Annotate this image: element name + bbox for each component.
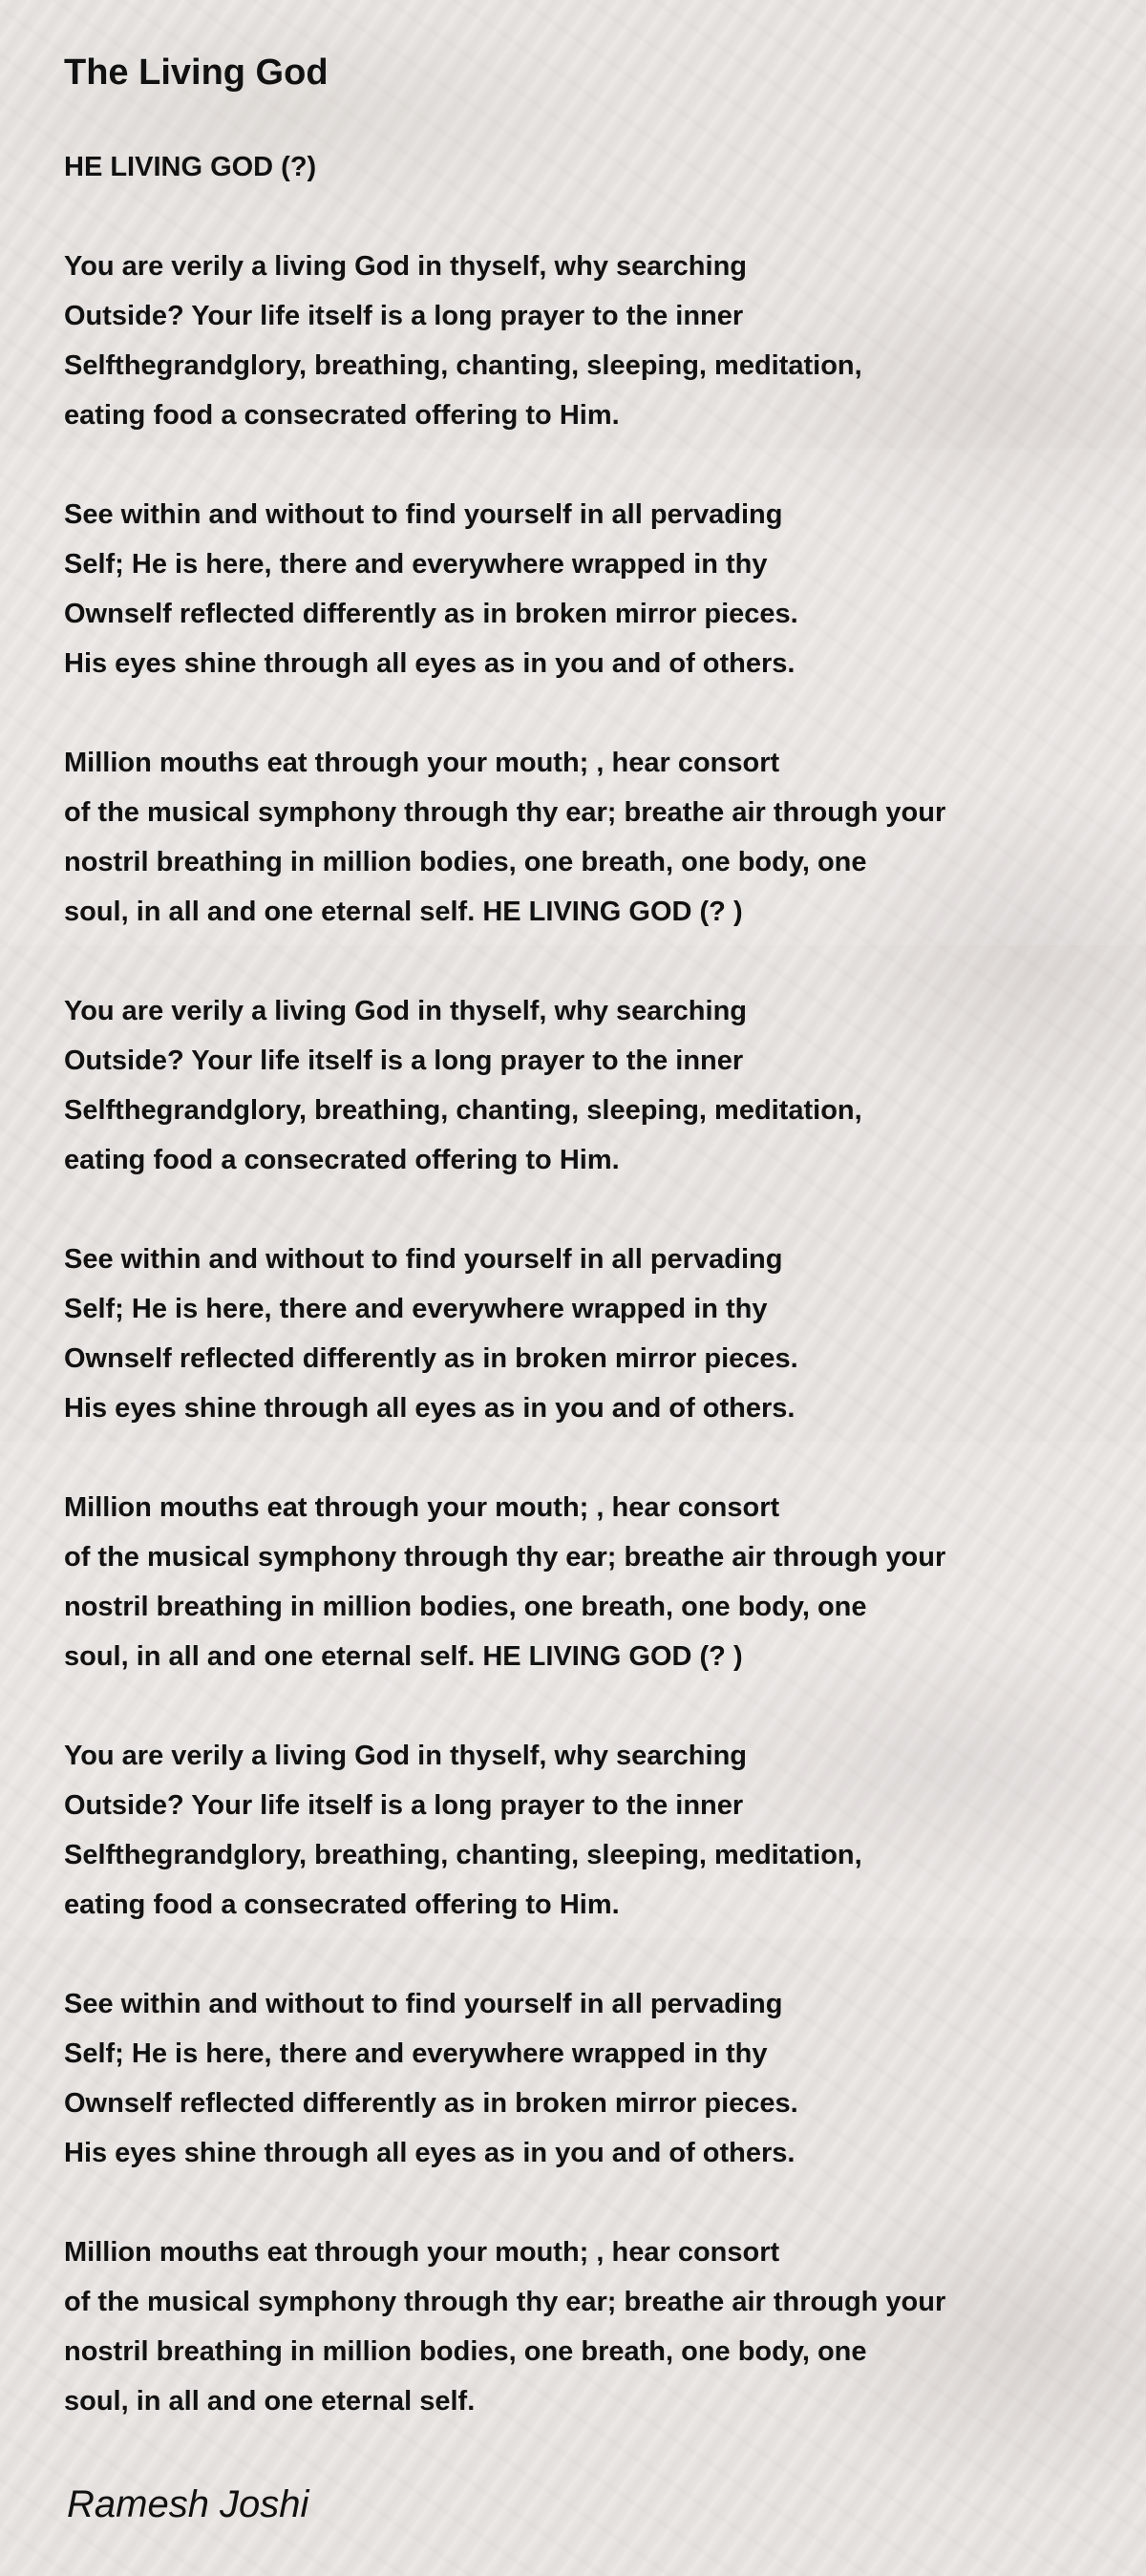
poem-line: See within and without to find yourself in all pervading: [64, 499, 783, 530]
poem-line: Ownself reflected differently as in broken mirror pieces.: [64, 2088, 798, 2119]
poem-line: nostril breathing in million bodies, one breath, one body, one: [64, 1592, 867, 1622]
poem-stanza: [64, 738, 1095, 937]
poem-line: His eyes shine through all eyes as in you and of others.: [64, 2138, 796, 2168]
poem-line: You are verily a living God in thyself, why searching: [64, 251, 748, 282]
poem-body: [64, 142, 1095, 2476]
poem-line: Outside? Your life itself is a long prayer to the inner: [64, 1790, 744, 1821]
poem-line: Outside? Your life itself is a long prayer to the inner: [64, 301, 744, 331]
poem-stanza: [64, 986, 1095, 1185]
poem-stanza: [64, 1731, 1095, 1930]
poem-line: You are verily a living God in thyself, why searching: [64, 996, 748, 1026]
poem-stanza: [64, 1979, 1095, 2178]
poem-line: of the musical symphony through thy ear; breathe air through your: [64, 2287, 946, 2317]
poem-stanza: [64, 2228, 1095, 2426]
poem-line: Selfthegrandglory, breathing, chanting, sleeping, meditation,: [64, 1095, 862, 1126]
poem-line: Outside? Your life itself is a long prayer to the inner: [64, 1045, 744, 1076]
poem-line: eating food a consecrated offering to Him.: [64, 1145, 620, 1175]
poem-line: nostril breathing in million bodies, one breath, one body, one: [64, 2336, 867, 2367]
poem-line: See within and without to find yourself in all pervading: [64, 1989, 783, 2019]
poem-stanza: [64, 1483, 1095, 1681]
poem-line: Million mouths eat through your mouth; , hear consort: [64, 748, 780, 778]
poem-stanza: [64, 490, 1095, 688]
poem-stanza: [64, 242, 1095, 440]
poem-line: HE LIVING GOD (?): [64, 152, 317, 182]
poem-title: The Living God: [64, 53, 329, 93]
poem-line: of the musical symphony through thy ear; breathe air through your: [64, 1542, 946, 1573]
poem-line: Self; He is here, there and everywhere wrapped in thy: [64, 549, 768, 580]
poem-line: soul, in all and one eternal self. HE LIVING GOD (? ): [64, 1641, 743, 1672]
poem-line: Self; He is here, there and everywhere wrapped in thy: [64, 1294, 768, 1324]
poem-line: soul, in all and one eternal self.: [64, 2386, 476, 2417]
poem-line: Million mouths eat through your mouth; , hear consort: [64, 2237, 780, 2268]
poem-line: Selfthegrandglory, breathing, chanting, sleeping, meditation,: [64, 1840, 862, 1870]
poem-line: Ownself reflected differently as in broken mirror pieces.: [64, 1343, 798, 1374]
poem-line: You are verily a living God in thyself, why searching: [64, 1741, 748, 1771]
poem-line: Self; He is here, there and everywhere wrapped in thy: [64, 2038, 768, 2069]
poem-line: His eyes shine through all eyes as in you and of others.: [64, 648, 796, 679]
poem-line: soul, in all and one eternal self. HE LIVING GOD (? ): [64, 897, 743, 927]
poem-line: of the musical symphony through thy ear; breathe air through your: [64, 797, 946, 828]
poem-line: eating food a consecrated offering to Him.: [64, 1890, 620, 1920]
poem-stanza: [64, 1235, 1095, 1433]
poem-line: nostril breathing in million bodies, one breath, one body, one: [64, 847, 867, 877]
poem-line: Selfthegrandglory, breathing, chanting, sleeping, meditation,: [64, 350, 862, 381]
poem-line: His eyes shine through all eyes as in you and of others.: [64, 1393, 796, 1424]
poem-line: Million mouths eat through your mouth; , hear consort: [64, 1492, 780, 1523]
poem-stanza: [64, 142, 1095, 192]
poem-line: eating food a consecrated offering to Him.: [64, 400, 620, 431]
poem-line: Ownself reflected differently as in broken mirror pieces.: [64, 599, 798, 629]
poem-author: Ramesh Joshi: [67, 2483, 309, 2525]
poem-line: See within and without to find yourself in all pervading: [64, 1244, 783, 1275]
